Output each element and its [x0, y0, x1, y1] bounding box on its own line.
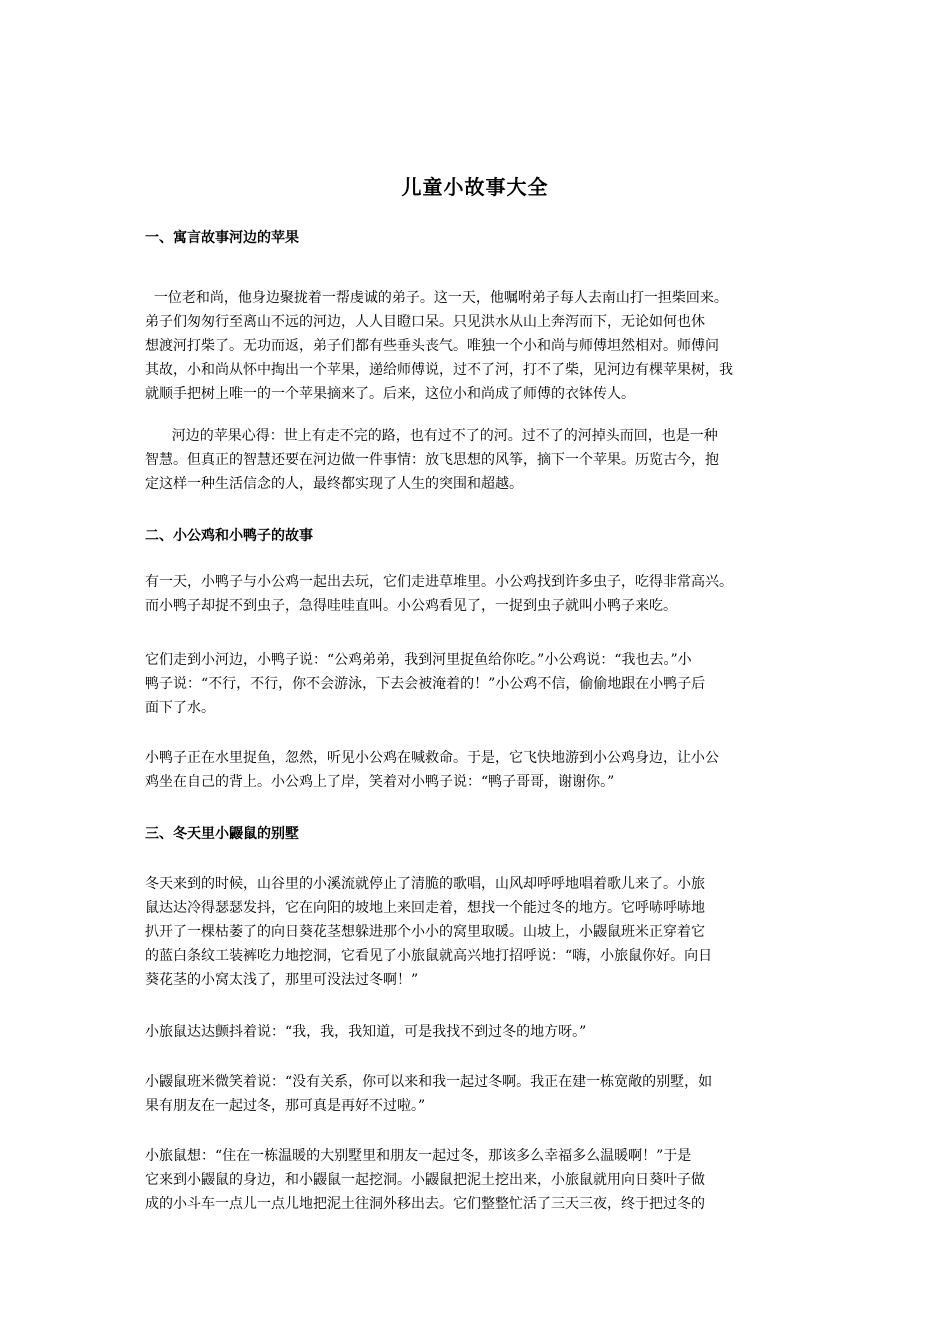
- text-line: 鸭子说：“不行，不行，你不会游泳，下去会被淹着的！”小公鸡不信，偷偷地跟在小鸭子后: [145, 676, 706, 692]
- paragraph: [145, 648, 810, 720]
- section-heading-1: 一、寓言故事河边的苹果: [145, 230, 299, 246]
- text-line: 想渡河打柴了。无功而返，弟子们都有些垂头丧气。唯独一个小和尚与师傅坦然相对。师傅问: [145, 338, 719, 354]
- text-line: 面下了水。: [145, 700, 215, 716]
- text-line: 河边的苹果心得：世上有走不完的路，也有过不了的河。过不了的河掉头而回，也是一种: [145, 428, 718, 444]
- document-title: 儿童小故事大全: [401, 175, 549, 199]
- text-line: 定这样一种生活信念的人，最终都实现了人生的突围和超越。: [145, 476, 523, 492]
- text-line: 小旅鼠想：“住在一栋温暖的大别墅里和朋友一起过冬，那该多么幸福多么温暖啊！”于是: [145, 1148, 692, 1164]
- paragraph: [145, 1070, 810, 1118]
- text-line: 而小鸭子却捉不到虫子，急得哇哇直叫。小公鸡看见了，一捉到虫子就叫小鸭子来吃。: [145, 598, 677, 614]
- section-heading-3: 三、冬天里小鼹鼠的别墅: [145, 826, 299, 842]
- section-heading-2: 二、小公鸡和小鸭子的故事: [145, 528, 313, 544]
- text-line: 一位老和尚，他身边聚拢着一帮虔诚的弟子。这一天，他嘱咐弟子每人去南山打一担柴回来。: [145, 290, 728, 306]
- text-line: 鸡坐在自己的背上。小公鸡上了岸，笑着对小鸭子说：“鸭子哥哥，谢谢你。”: [145, 774, 615, 790]
- text-line: 冬天来到的时候，山谷里的小溪流就停止了清脆的歌唱，山风却呼呼地唱着歌儿来了。小旅: [145, 876, 705, 892]
- text-line: 弟子们匆匆行至离山不远的河边，人人目瞪口呆。只见洪水从山上奔泻而下，无论如何也休: [145, 314, 705, 330]
- text-line: 小鸭子正在水里捉鱼，忽然，听见小公鸡在喊救命。于是，它飞快地游到小公鸡身边，让小公: [145, 750, 719, 766]
- paragraph: [145, 286, 810, 406]
- text-line: 它来到小鼹鼠的身边，和小鼹鼠一起挖洞。小鼹鼠把泥土挖出来，小旅鼠就用向日葵叶子做: [145, 1172, 705, 1188]
- text-line: 的蓝白条纹工装裤吃力地挖洞，它看见了小旅鼠就高兴地打招呼说：“嗨，小旅鼠你好。向日: [145, 948, 713, 964]
- paragraph: [145, 570, 810, 618]
- text-line: 有一天，小鸭子与小公鸡一起出去玩，它们走进草堆里。小公鸡找到许多虫子，吃得非常高兴。: [145, 574, 733, 590]
- paragraph: [145, 1020, 810, 1044]
- text-line: 就顺手把树上唯一的一个苹果摘来了。后来，这位小和尚成了师傅的衣钵传人。: [145, 386, 635, 402]
- paragraph: [145, 872, 810, 992]
- text-line: 果有朋友在一起过冬，那可真是再好不过啦。”: [145, 1098, 426, 1114]
- paragraph: [145, 746, 810, 794]
- paragraph: [145, 424, 810, 496]
- text-line: 小旅鼠达达颤抖着说：“我，我，我知道，可是我找不到过冬的地方呀。”: [145, 1024, 587, 1040]
- text-line: 成的小斗车一点儿一点儿地把泥土往洞外移出去。它们整整忙活了三天三夜，终于把过冬的: [145, 1196, 705, 1212]
- text-line: 扒开了一棵枯萎了的向日葵花茎想躲进那个小小的窝里取暖。山坡上，小鼹鼠班米正穿着它: [145, 924, 705, 940]
- text-line: 鼠达达冷得瑟瑟发抖，它在向阳的坡地上来回走着，想找一个能过冬的地方。它呼哧呼哧地: [145, 900, 705, 916]
- text-line: 它们走到小河边，小鸭子说：“公鸡弟弟，我到河里捉鱼给你吃。”小公鸡说：“我也去。”小: [145, 652, 692, 668]
- text-line: 葵花茎的小窝太浅了，那里可没法过冬啊！”: [145, 972, 419, 988]
- text-line: 其故，小和尚从怀中掏出一个苹果，递给师傅说，过不了河，打不了柴，见河边有棵苹果树，我: [145, 362, 733, 378]
- paragraph: [145, 1144, 810, 1216]
- text-line: 智慧。但真正的智慧还要在河边做一件事情：放飞思想的风筝，摘下一个苹果。历览古今，抱: [145, 452, 719, 468]
- text-line: 小鼹鼠班米微笑着说：“没有关系，你可以来和我一起过冬啊。我正在建一栋宽敞的别墅，如: [145, 1074, 713, 1090]
